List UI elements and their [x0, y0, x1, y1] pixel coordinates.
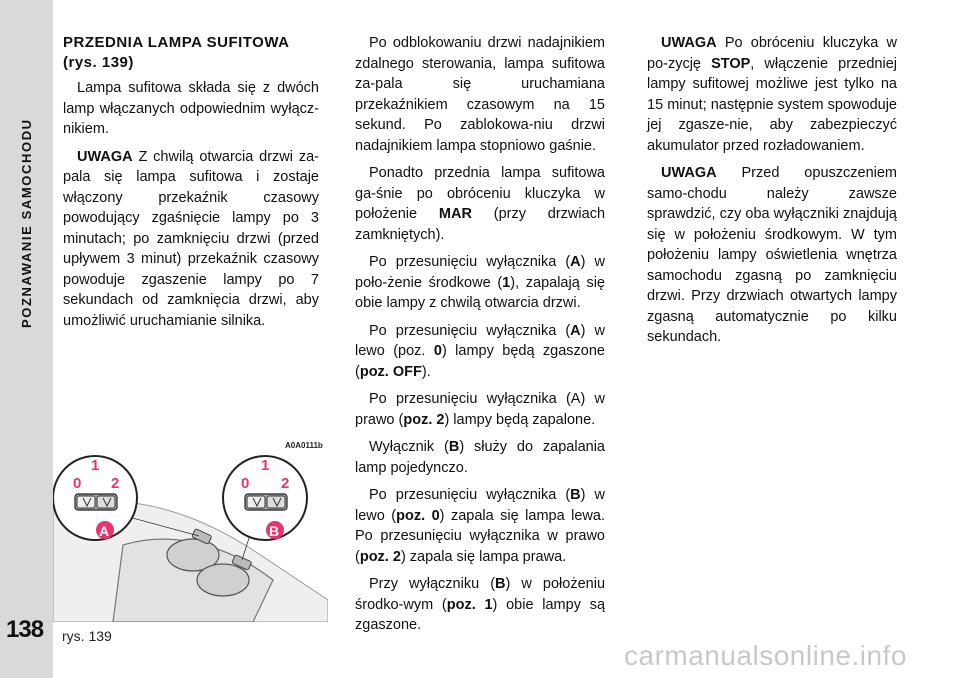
- paragraph: Po odblokowaniu drzwi nadajnikiem zdalnego sterowania, lampa sufitowa za-pala się uruchamiana przekaźnikiem czasowym na 15 sekund. Po zablokowa-niu drzwi nadajnikiem lampa stopniowo gaśnie.: [355, 35, 605, 154]
- switch-a-pos-0: 0: [73, 475, 82, 492]
- section-title: [9, 28, 43, 328]
- paragraph-note: UWAGA Po obróceniu kluczyka w po-zycję STOP, włączenie przedniej lampy sufitowej możliwe jest tylko na 15 minut; następnie system spowoduje jej zgasze-nie, aby zabezpieczyć akumulator przed rozładowaniem.: [647, 35, 897, 154]
- switch-b-label: B: [269, 523, 280, 539]
- switch-b-detail: [223, 456, 307, 540]
- paragraph: Wyłącznik (B) służy do zapalania lamp pojedynczo.: [355, 439, 605, 476]
- paragraph-note: UWAGA Z chwilą otwarcia drzwi za-pala się lampa sufitowa i zostaje włączony przekaźnik czasowy powodujący zgaśnięcie lampy po 3 minutach; po zamknięciu drzwi (przed upływem 3 minut) przekaźnik czasowy powoduje zgaszenie lampy po 7 sekundach od zamknięcia drzwi, aby umożliwić uruchamianie silnika.: [63, 148, 319, 329]
- switch-a-label: A: [99, 523, 110, 539]
- figure-caption: rys. 139: [62, 628, 112, 644]
- switch-b-pos-1: 1: [261, 457, 270, 474]
- column-1: [63, 33, 319, 338]
- paragraph: Po przesunięciu wyłącznika (B) w lewo (poz. 0) zapala się lampa lewa. Po przesunięciu wyłącznika w prawo (poz. 2) zapala się lampa prawa.: [355, 487, 605, 565]
- sidebar: [0, 0, 53, 678]
- section-heading: PRZEDNIA LAMPA SUFITOWA (rys. 139): [63, 34, 290, 71]
- column-2: [355, 33, 605, 643]
- watermark: carmanualsonline.info: [624, 640, 907, 671]
- paragraph: Po przesunięciu wyłącznika (A) w lewo (poz. 0) lampy będą zgaszone (poz. OFF).: [355, 322, 605, 380]
- svg-text:POZNAWANIE SAMOCHODU: POZNAWANIE SAMOCHODU: [19, 118, 34, 328]
- page-number: 138: [6, 616, 44, 643]
- figure-ceiling-lamp: [53, 450, 328, 622]
- switch-a-detail: [53, 456, 137, 540]
- figure-code: A0A0111b: [285, 441, 323, 450]
- switch-a-pos-2: 2: [111, 475, 120, 492]
- switch-b-pos-2: 2: [281, 475, 290, 492]
- paragraph: Po przesunięciu wyłącznika (A) w prawo (poz. 2) lampy będą zapalone.: [355, 391, 605, 428]
- switch-a-pos-1: 1: [91, 457, 100, 474]
- paragraph: Przy wyłączniku (B) w położeniu środko-wym (poz. 1) obie lampy są zgaszone.: [355, 576, 606, 633]
- paragraph: Po przesunięciu wyłącznika (A) w poło-żenie środkowe (1), zapalają się obie lampy z chwilą otwarcia drzwi.: [355, 254, 605, 311]
- switch-b-pos-0: 0: [241, 475, 250, 492]
- paragraph: Ponadto przednia lampa sufitowa ga-śnie po obróceniu kluczyka w położenie MAR (przy drzwiach zamkniętych).: [355, 165, 606, 243]
- paragraph: Lampa sufitowa składa się z dwóch lamp włączanych odpowiednim wyłącz-nikiem.: [63, 80, 319, 137]
- paragraph-note: UWAGA Przed opuszczeniem samo-chodu należy zawsze sprawdzić, czy oba wyłączniki znajdują się w położeniu środkowym. W tym położeniu lampy oświetlenia wnętrza samochodu zgasną po zamknięciu drzwi. Przy drzwiach otwartych lampy zgasną automatycznie po kilku sekundach.: [647, 165, 897, 345]
- column-3: [647, 33, 897, 355]
